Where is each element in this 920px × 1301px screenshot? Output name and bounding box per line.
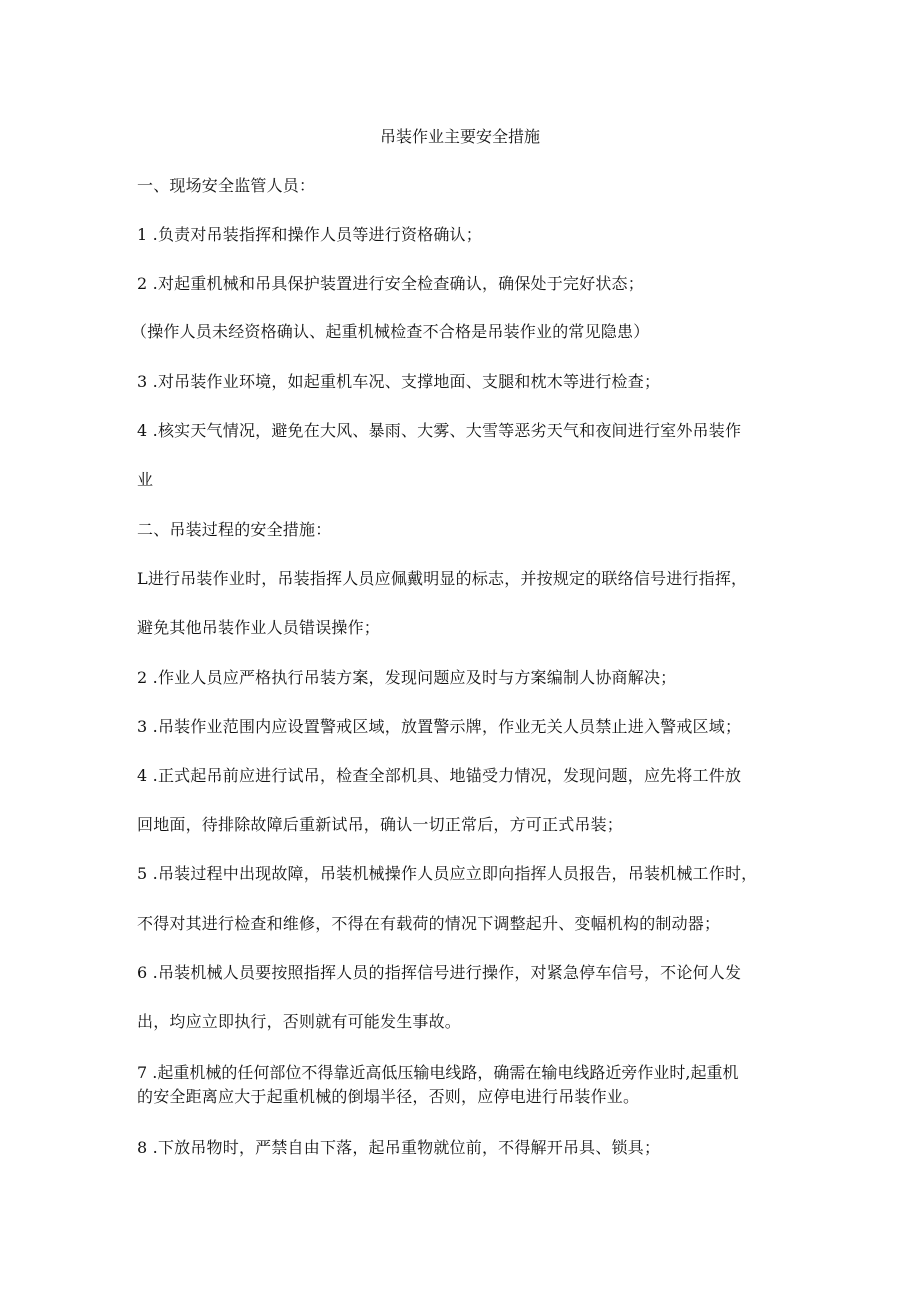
paragraph-line: 避免其他吊装作业人员错误操作； <box>137 618 381 637</box>
paragraph-line: 的安全距离应大于起重机械的倒塌半径，否则，应停电进行吊装作业。 <box>137 1087 640 1106</box>
paragraph-line: 3 .对吊装作业环境，如起重机车况、支撑地面、支腿和枕木等进行检查； <box>137 372 661 391</box>
document-title: 吊装作业主要安全措施 <box>379 127 540 146</box>
paragraph-line: 3 .吊装作业范围内应设置警戒区域，放置警示牌，作业无关人员禁止进入警戒区域； <box>137 717 742 736</box>
paragraph-line: 2 .对起重机械和吊具保护装置进行安全检查确认，确保处于完好状态； <box>137 274 644 293</box>
paragraph-line: 2 .作业人员应严格执行吊装方案，发现问题应及时与方案编制人协商解决； <box>137 668 677 687</box>
paragraph-line: 业 <box>137 470 154 489</box>
paragraph-line: L进行吊装作业时，吊装指挥人员应佩戴明显的标志，并按规定的联络信号进行指挥， <box>137 569 748 588</box>
paragraph-line: 5 .吊装过程中出现故障，吊装机械操作人员应立即向指挥人员报告，吊装机械工作时， <box>137 864 758 883</box>
paragraph-line: 4 .核实天气情况，避免在大风、暴雨、大雾、大雪等恶劣天气和夜间进行室外吊装作 <box>137 421 742 440</box>
paragraph-line: 6 .吊装机械人员要按照指挥人员的指挥信号进行操作，对紧急停车信号，不论何人发 <box>137 963 742 982</box>
paragraph-line: 8 .下放吊物时，严禁自由下落，起吊重物就位前，不得解开吊具、锁具； <box>137 1138 661 1157</box>
paragraph-note: （操作人员未经资格确认、起重机械检查不合格是吊装作业的常见隐患） <box>131 322 650 341</box>
section-heading-2: 二、吊装过程的安全措施： <box>137 520 332 539</box>
paragraph-line: 出，均应立即执行，否则就有可能发生事故。 <box>137 1012 462 1031</box>
section-heading-1: 一、现场安全监管人员： <box>137 176 316 195</box>
paragraph-line: 4 .正式起吊前应进行试吊，检查全部机具、地锚受力情况，发现问题，应先将工件放 <box>137 766 742 785</box>
paragraph-line: 不得对其进行检查和维修，不得在有载荷的情况下调整起升、变幅机构的制动器； <box>137 914 721 933</box>
paragraph-line: 回地面，待排除故障后重新试吊，确认一切正常后，方可正式吊装； <box>137 815 624 834</box>
paragraph-line: 7 .起重机械的任何部位不得靠近高低压输电线路，确需在输电线路近旁作业时,起重机 <box>137 1063 739 1082</box>
paragraph-line: 1 .负责对吊装指挥和操作人员等进行资格确认； <box>137 225 482 244</box>
